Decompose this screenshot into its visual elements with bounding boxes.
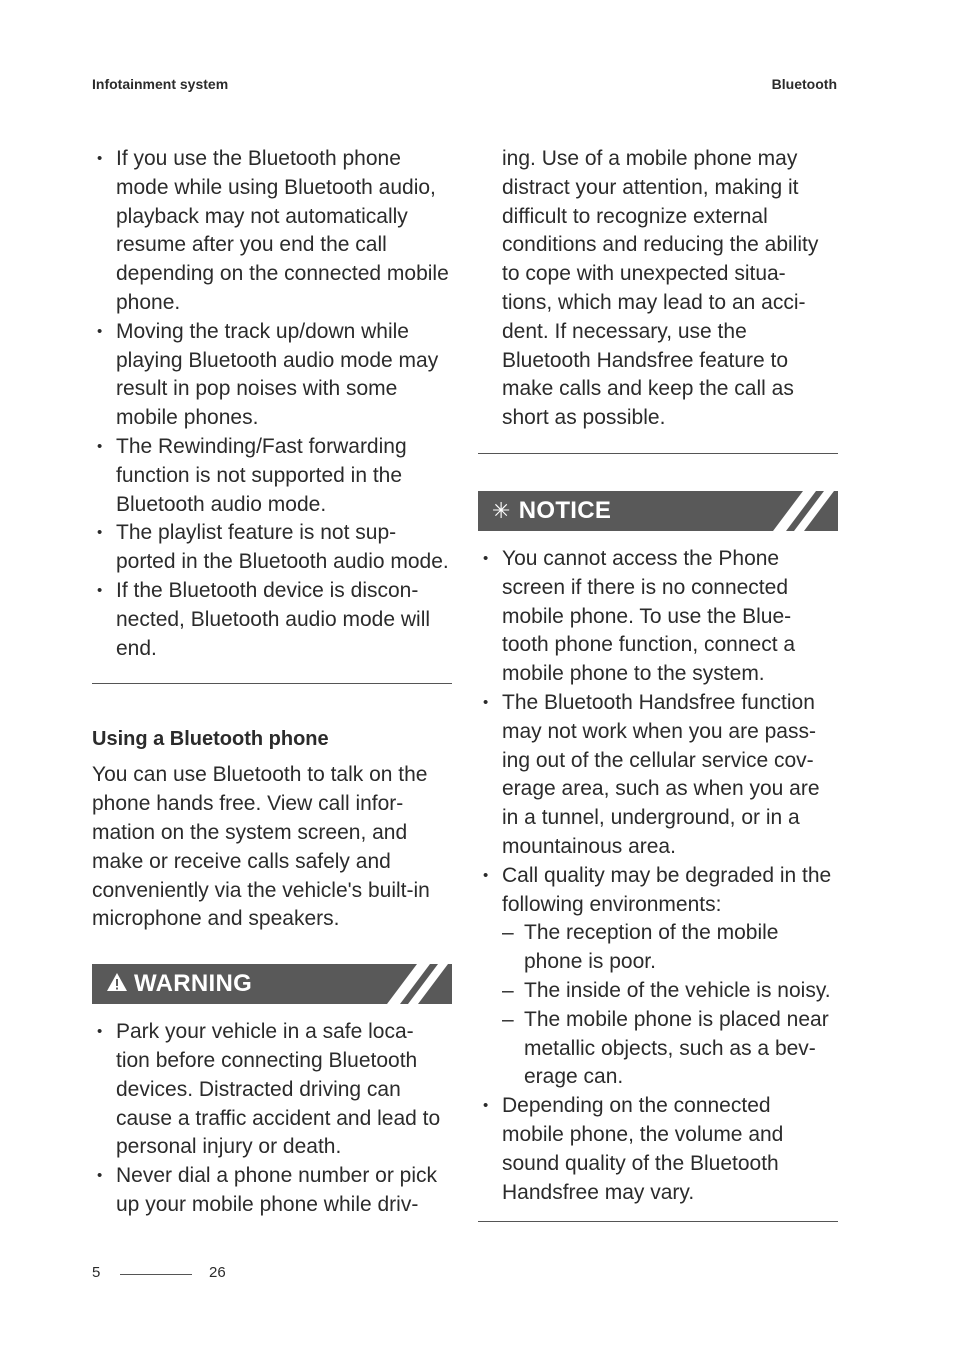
notice-text: NOTICE [518,496,612,524]
page-number: 26 [209,1264,226,1281]
left-column [92,145,452,1220]
right-column [478,145,838,1222]
list-item: • You cannot access the Phone screen if there is no connected mobile phone. To use the Blue‐ tooth phone function, connect a mobile phone to the system. [478,545,838,689]
divider [478,1221,838,1222]
environment-sublist [502,919,838,1092]
page-footer [92,1264,226,1281]
list-item: • The playlist feature is not sup‐ ported in the Bluetooth audio mode. [92,519,452,577]
asterisk-icon: ✳ [492,497,511,523]
warning-continued-list [478,145,838,433]
header-topic: Bluetooth [771,76,837,92]
warning-banner [92,964,452,1004]
list-item: • The Rewinding/Fast forwarding function is not supported in the Bluetooth audio mode. [92,433,452,519]
notice-label [492,497,611,525]
sub-list-item: – The reception of the mobile phone is poor. [502,919,838,977]
list-item: • Park your vehicle in a safe loca‐ tion before connecting Bluetooth devices. Distracted driving can cause a traffic accident and lead to personal injury or death. [92,1018,452,1162]
section-body: You can use Bluetooth to talk on the phone hands free. View call infor‐ mation on the system screen, and make or receive calls safely and conveniently via the vehicle's built-in microphone and speakers. [92,763,430,931]
warning-triangle-icon [106,972,128,992]
list-item [478,862,838,1092]
warning-label [106,970,252,998]
list-item: • Depending on the connected mobile phone, the volume and sound quality of the Bluetooth Handsfree may vary. [478,1092,838,1207]
header-section-title: Infotainment system [92,76,229,92]
list-item-text: Call quality may be degraded in the following environments: [502,863,832,916]
notice-banner [478,491,838,531]
chapter-number: 5 [92,1264,101,1281]
warning-text: WARNING [134,970,253,998]
banner-slash-decoration [768,491,838,531]
sub-list-item: – The inside of the vehicle is noisy. [502,977,838,1006]
list-item: • If you use the Bluetooth phone mode while using Bluetooth audio, playback may not automatically resume after you end the call depending on the connected mobile phone. [92,145,452,318]
bluetooth-audio-notes [92,145,452,663]
list-item: • Never dial a phone number or pick up your mobile phone while driv‐ [92,1162,452,1220]
divider [478,453,838,454]
divider [92,683,452,684]
list-item: • The Bluetooth Handsfree function may not work when you are pass‐ ing out of the cellular service cov‐ erage area, such as when you are in a tunnel, underground, or in a mountainous area. [478,689,838,862]
section-heading: Using a Bluetooth phone [92,728,329,751]
sub-list-item: – The mobile phone is placed near metallic objects, such as a bev‐ erage can. [502,1006,838,1092]
list-item: • If the Bluetooth device is discon‐ nected, Bluetooth audio mode will end. [92,577,452,663]
list-item-continued: ing. Use of a mobile phone may distract your attention, making it difficult to recognize external conditions and reducing the ability to cope with unexpected situa‐ tions, which may lead to an acci‐ dent. If necessary, use the Bluetooth Handsfree feature to make calls and keep the call as short as possible. [502,147,819,430]
list-item: • Moving the track up/down while playing Bluetooth audio mode may result in pop noises with some mobile phones. [92,318,452,433]
banner-slash-decoration [382,964,452,1004]
warning-list [92,1018,452,1220]
footer-divider [120,1274,192,1275]
notice-list [478,545,838,1207]
